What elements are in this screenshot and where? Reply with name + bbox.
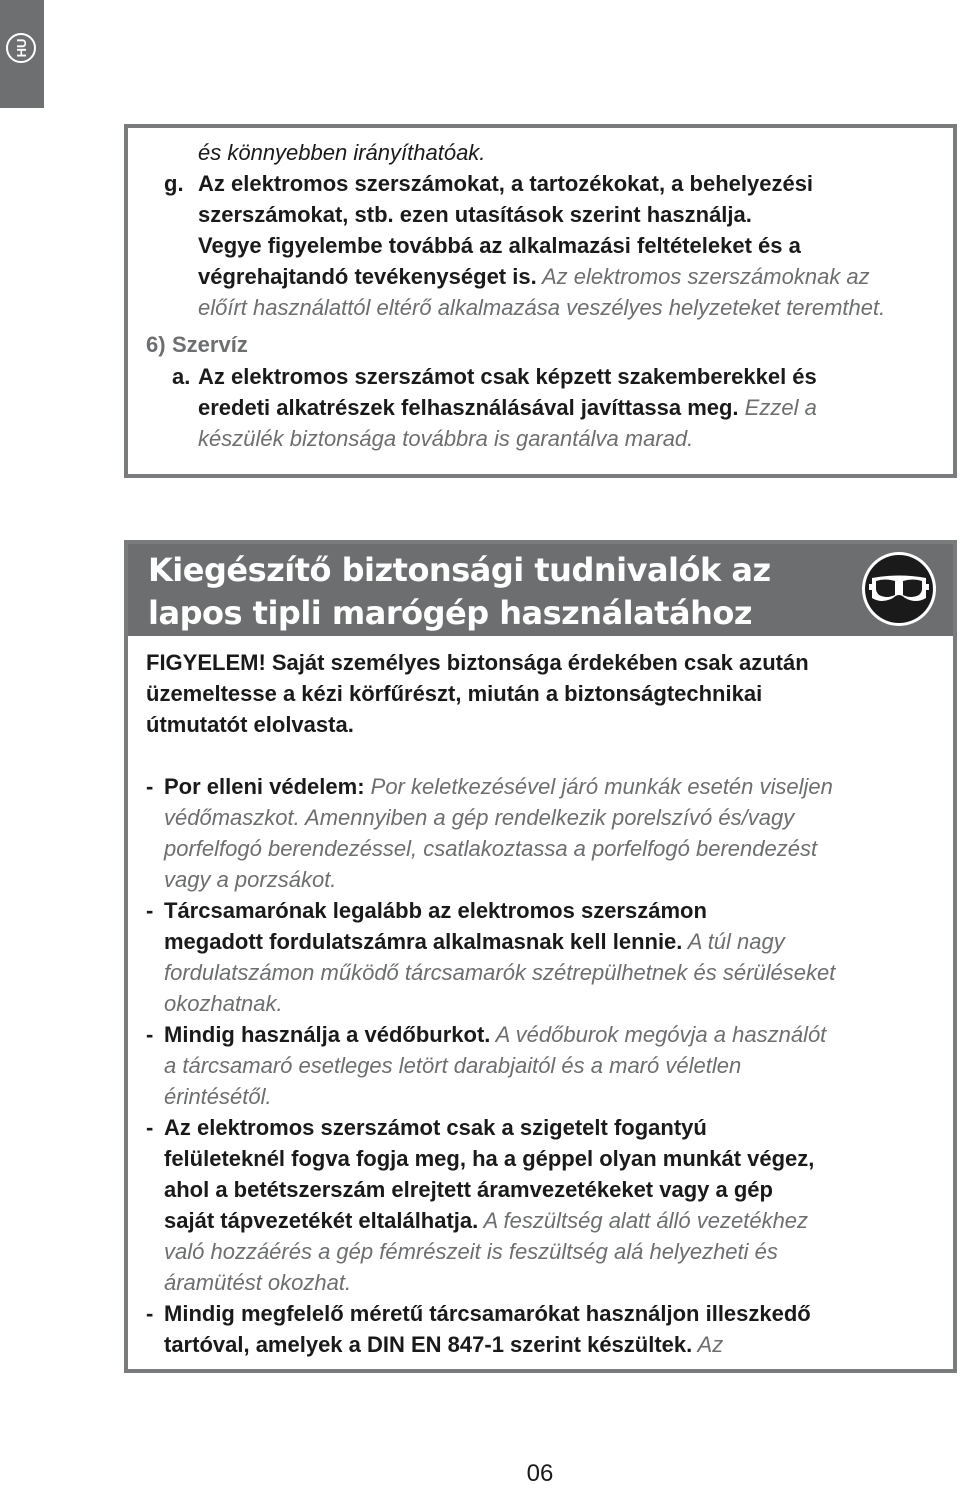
item-3-line-2: a tárcsamaró esetleges letört darabjaitól és a maró véletlen bbox=[164, 1053, 742, 1078]
item-2-line-4: okozhatnak. bbox=[164, 991, 283, 1016]
item-1-line-2: védőmaszkot. Amennyiben a gép rendelkezik porelszívó és/vagy bbox=[164, 805, 795, 830]
header-title-line-2: lapos tipli marógép használatához bbox=[148, 594, 753, 632]
item-3-line-3: érintésétől. bbox=[164, 1084, 272, 1109]
box1-item-g-line-3: Vegye figyelembe továbbá az alkalmazási feltételeket és a bbox=[198, 233, 801, 258]
box1-item-a-line-1: Az elektromos szerszámot csak képzett szakemberekkel és bbox=[198, 364, 817, 389]
language-tab bbox=[0, 0, 44, 108]
section-title: Szervíz bbox=[172, 332, 248, 357]
item-4-line-4: saját tápvezetékét eltalálhatja. A feszültség alatt álló vezetékhez bbox=[164, 1208, 809, 1233]
header-title-line-1: Kiegészítő biztonsági tudnivalók az bbox=[148, 551, 771, 589]
item-4-line-3: ahol a betétszerszám elrejtett áramvezetékeket vagy a gép bbox=[164, 1177, 773, 1202]
page-number: 06 bbox=[526, 1460, 554, 1487]
item-1-line-3: porfelfogó berendezéssel, csatlakoztassa a porfelfogó berendezést bbox=[164, 836, 818, 861]
bullet-dash: - bbox=[146, 1301, 154, 1326]
item-5-line-1: Mindig megfelelő méretű tárcsamarókat használjon illeszkedő bbox=[164, 1301, 811, 1326]
box1-item-g-marker: g. bbox=[164, 171, 184, 196]
safety-goggles-icon bbox=[861, 551, 937, 627]
bullet-dash: - bbox=[146, 774, 154, 799]
item-2-line-1: Tárcsamarónak legalább az elektromos szerszámon bbox=[164, 898, 707, 923]
language-code: HU bbox=[13, 38, 29, 58]
item-5-line-2: tartóval, amelyek a DIN EN 847-1 szerint készültek. Az bbox=[164, 1332, 724, 1357]
warning-line-1: FIGYELEM! Saját személyes biztonsága érdekében csak azután bbox=[146, 650, 809, 675]
item-2-line-2: megadott fordulatszámra alkalmasnak kell lennie. A túl nagy bbox=[164, 929, 785, 954]
box1-item-a-line-2: eredeti alkatrészek felhasználásával javíttassa meg. Ezzel a bbox=[198, 395, 817, 420]
item-4-line-1: Az elektromos szerszámot csak a szigetelt fogantyú bbox=[164, 1115, 707, 1140]
item-4-line-6: áramütést okozhat. bbox=[164, 1270, 352, 1295]
item-2-line-3: fordulatszámon működő tárcsamarók szétrepülhetnek és sérüléseket bbox=[164, 960, 836, 985]
item-3-line-1: Mindig használja a védőburkot. A védőburok megóvja a használót bbox=[164, 1022, 827, 1047]
item-4-line-2: felületeknél fogva fogja meg, ha a géppel olyan munkát végez, bbox=[164, 1146, 815, 1171]
box1-item-a-line-3: készülék biztonsága továbbra is garantálva marad. bbox=[198, 426, 694, 451]
item-1-line-1: Por elleni védelem: Por keletkezésével járó munkák esetén viseljen bbox=[164, 774, 833, 799]
box1-item-g-line-1: Az elektromos szerszámokat, a tartozékokat, a behelyezési bbox=[198, 171, 814, 196]
box1-item-g-line-4: végrehajtandó tevékenységet is. Az elektromos szerszámoknak az bbox=[198, 264, 870, 289]
box1-item-a-marker: a. bbox=[172, 364, 191, 389]
section-number: 6) bbox=[146, 332, 166, 357]
bullet-dash: - bbox=[146, 1022, 154, 1047]
bullet-dash: - bbox=[146, 898, 154, 923]
box1-line-1: és könnyebben irányíthatóak. bbox=[198, 140, 486, 165]
box1-item-g-line-5: előírt használattól eltérő alkalmazása veszélyes helyzeteket teremthet. bbox=[198, 295, 886, 320]
warning-line-2: üzemeltesse a kézi körfűrészt, miután a biztonságtechnikai bbox=[146, 681, 763, 706]
item-1-line-4: vagy a porzsákot. bbox=[164, 867, 337, 892]
warning-line-3: útmutatót elolvasta. bbox=[146, 712, 354, 737]
box1-item-g-line-2: szerszámokat, stb. ezen utasítások szerint használja. bbox=[198, 202, 752, 227]
bullet-dash: - bbox=[146, 1115, 154, 1140]
item-4-line-5: való hozzáérés a gép fémrészeit is feszültség alá helyezheti és bbox=[164, 1239, 778, 1264]
section-header bbox=[128, 544, 953, 636]
